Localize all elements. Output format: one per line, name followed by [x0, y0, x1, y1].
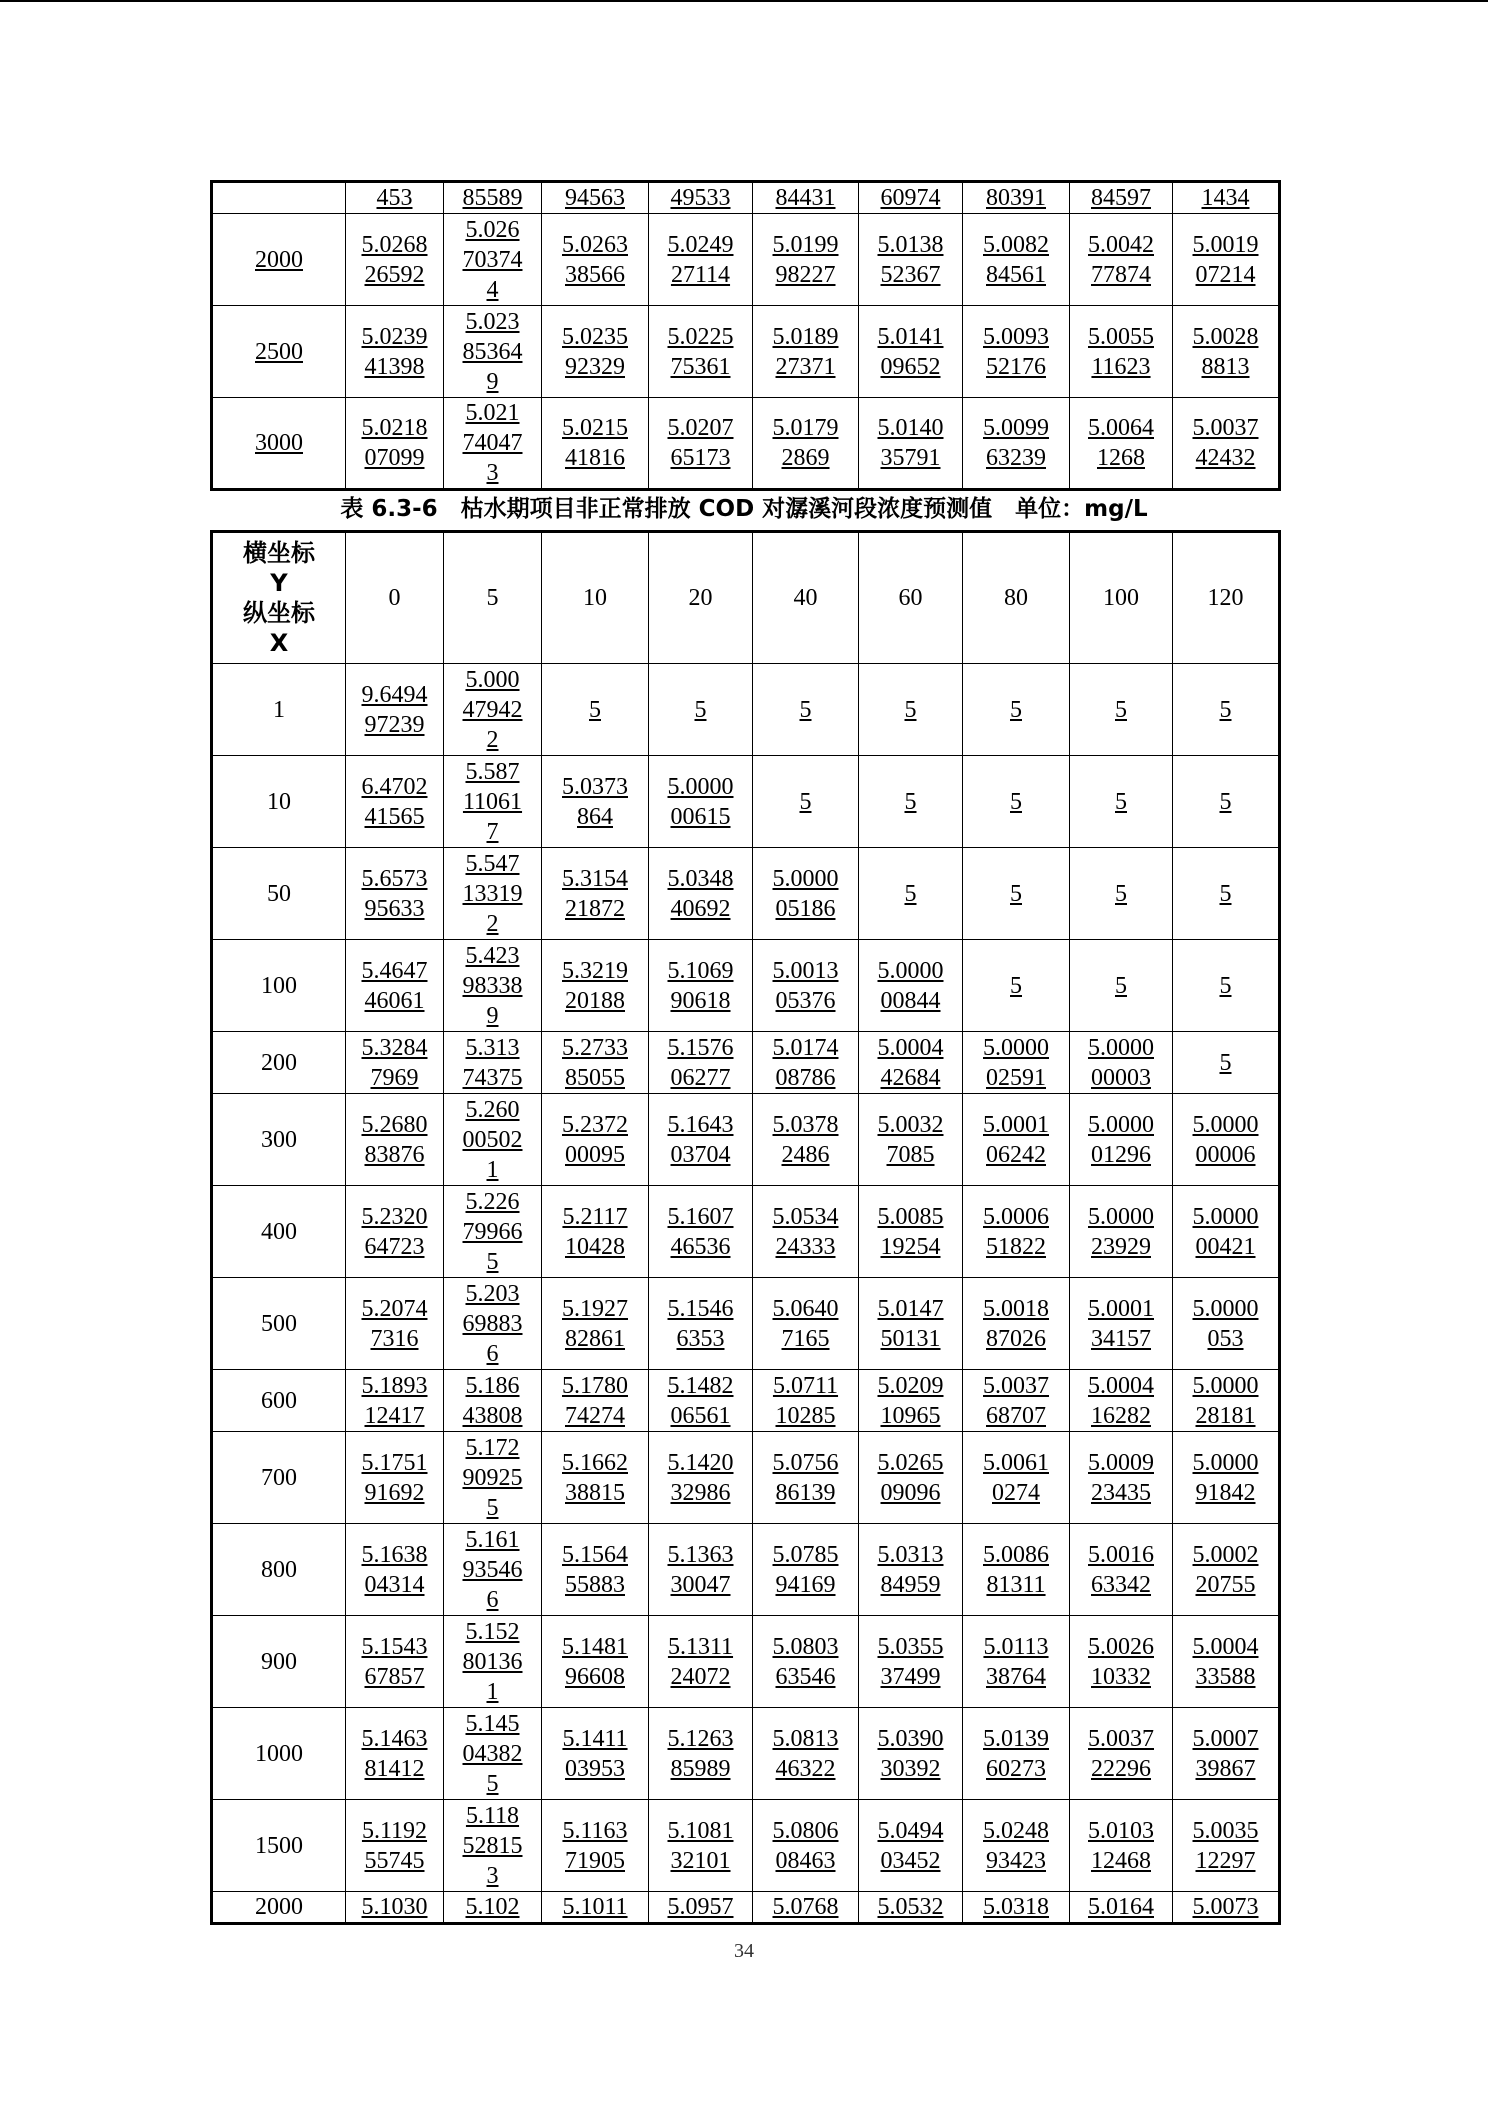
column-header: 10: [542, 532, 649, 664]
value-cell: 49533: [649, 182, 753, 214]
value-cell: 5: [859, 848, 963, 940]
table-row: [212, 1524, 1280, 1616]
page-top-border: [0, 0, 1488, 2]
value-cell: 5.0000 91842: [1173, 1432, 1280, 1524]
value-cell: 5.0000 05186: [753, 848, 859, 940]
row-header: 1000: [212, 1708, 346, 1800]
value-cell: 5.1546 6353: [649, 1278, 753, 1370]
value-cell: 5.152 80136 1: [444, 1616, 542, 1708]
value-cell: 5.0085 19254: [859, 1186, 963, 1278]
page-number: 34: [734, 1940, 754, 1962]
value-cell: 5.0055 11623: [1070, 306, 1173, 398]
table-row: [212, 1708, 1280, 1800]
corner-label-x: X: [269, 629, 289, 657]
value-cell: 5.1576 06277: [649, 1032, 753, 1094]
value-cell: 5.1030: [346, 1892, 444, 1924]
value-cell: 5: [1070, 940, 1173, 1032]
value-cell: 5.1662 38815: [542, 1432, 649, 1524]
value-cell: 5.0532: [859, 1892, 963, 1924]
value-cell: 5: [1173, 1032, 1280, 1094]
value-cell: 5.3154 21872: [542, 848, 649, 940]
value-cell: 5.1643 03704: [649, 1094, 753, 1186]
column-header: 5: [444, 532, 542, 664]
row-header: 2000: [212, 1892, 346, 1924]
value-cell: 5: [859, 756, 963, 848]
value-cell: 5.0348 40692: [649, 848, 753, 940]
value-cell: 5.000 47942 2: [444, 664, 542, 756]
value-cell: 5.0215 41816: [542, 398, 649, 490]
table-row: [212, 848, 1280, 940]
value-cell: 84597: [1070, 182, 1173, 214]
value-cell: 5.0000 23929: [1070, 1186, 1173, 1278]
value-cell: 5.0139 60273: [963, 1708, 1070, 1800]
value-cell: 5.0001 34157: [1070, 1278, 1173, 1370]
value-cell: 5.0141 09652: [859, 306, 963, 398]
value-cell: 5.0006 51822: [963, 1186, 1070, 1278]
value-cell: 5: [753, 756, 859, 848]
value-cell: 5.0249 27114: [649, 214, 753, 306]
value-cell: 5.0000 00003: [1070, 1032, 1173, 1094]
value-cell: 5: [1070, 756, 1173, 848]
row-header: 300: [212, 1094, 346, 1186]
table-row: [212, 1616, 1280, 1708]
table-row: [212, 756, 1280, 848]
table-row: [212, 214, 1280, 306]
value-cell: 5.313 74375: [444, 1032, 542, 1094]
value-cell: 5.0803 63546: [753, 1616, 859, 1708]
value-cell: 5.0064 1268: [1070, 398, 1173, 490]
value-cell: 5.0494 03452: [859, 1800, 963, 1892]
value-cell: 60974: [859, 182, 963, 214]
corner-label-y-title: 横坐标: [243, 539, 315, 567]
value-cell: 5.1607 46536: [649, 1186, 753, 1278]
value-cell: 5.0026 10332: [1070, 1616, 1173, 1708]
table-row: [212, 664, 1280, 756]
value-cell: 5: [1173, 848, 1280, 940]
value-cell: 5: [753, 664, 859, 756]
value-cell: 5.0711 10285: [753, 1370, 859, 1432]
value-cell: 5.1638 04314: [346, 1524, 444, 1616]
value-cell: 5.0000 02591: [963, 1032, 1070, 1094]
row-header: 1: [212, 664, 346, 756]
value-cell: 9.6494 97239: [346, 664, 444, 756]
value-cell: 5.0174 08786: [753, 1032, 859, 1094]
value-cell: 5.0164: [1070, 1892, 1173, 1924]
column-header: 0: [346, 532, 444, 664]
value-cell: 5: [542, 664, 649, 756]
value-cell: 5.1263 85989: [649, 1708, 753, 1800]
value-cell: 5.0785 94169: [753, 1524, 859, 1616]
value-cell: 5.1564 55883: [542, 1524, 649, 1616]
table-row: [212, 1094, 1280, 1186]
table-row: [212, 1370, 1280, 1432]
value-cell: 5.1780 74274: [542, 1370, 649, 1432]
row-header: 900: [212, 1616, 346, 1708]
value-cell: 5.0768: [753, 1892, 859, 1924]
value-cell: 5.0000 00421: [1173, 1186, 1280, 1278]
value-cell: 5.0140 35791: [859, 398, 963, 490]
value-cell: 5.0225 75361: [649, 306, 753, 398]
value-cell: 5.260 00502 1: [444, 1094, 542, 1186]
value-cell: 84431: [753, 182, 859, 214]
value-cell: 5.2074 7316: [346, 1278, 444, 1370]
value-cell: 5.2733 85055: [542, 1032, 649, 1094]
value-cell: 5.0235 92329: [542, 306, 649, 398]
row-header: 2500: [212, 306, 346, 398]
value-cell: 5.423 98338 9: [444, 940, 542, 1032]
value-cell: 5.226 79966 5: [444, 1186, 542, 1278]
corner-cell: [212, 532, 346, 664]
value-cell: 5.0813 46322: [753, 1708, 859, 1800]
value-cell: 5: [963, 664, 1070, 756]
corner-label-y: Y: [270, 569, 288, 597]
table-row: [212, 940, 1280, 1032]
value-cell: 5: [859, 664, 963, 756]
table-continued: [210, 180, 1281, 491]
value-cell: 5.0756 86139: [753, 1432, 859, 1524]
table-row: [212, 182, 1280, 214]
value-cell: 5.1011: [542, 1892, 649, 1924]
value-cell: 5.0018 87026: [963, 1278, 1070, 1370]
value-cell: 5.0209 10965: [859, 1370, 963, 1432]
row-header: 600: [212, 1370, 346, 1432]
value-cell: 80391: [963, 182, 1070, 214]
value-cell: 5.1081 32101: [649, 1800, 753, 1892]
value-cell: 5: [963, 940, 1070, 1032]
value-cell: 5.161 93546 6: [444, 1524, 542, 1616]
value-cell: 5.0373 864: [542, 756, 649, 848]
value-cell: 5.1927 82861: [542, 1278, 649, 1370]
value-cell: 5.0037 22296: [1070, 1708, 1173, 1800]
value-cell: 5.186 43808: [444, 1370, 542, 1432]
value-cell: 5: [1070, 848, 1173, 940]
value-cell: 5.0218 07099: [346, 398, 444, 490]
value-cell: 5.6573 95633: [346, 848, 444, 940]
value-cell: 5.1481 96608: [542, 1616, 649, 1708]
value-cell: 5.0086 81311: [963, 1524, 1070, 1616]
value-cell: 5.0806 08463: [753, 1800, 859, 1892]
value-cell: 5.3219 20188: [542, 940, 649, 1032]
value-cell: 5.0002 20755: [1173, 1524, 1280, 1616]
value-cell: 5.0007 39867: [1173, 1708, 1280, 1800]
value-cell: 5.0004 42684: [859, 1032, 963, 1094]
value-cell: 5.0032 7085: [859, 1094, 963, 1186]
value-cell: 5.2117 10428: [542, 1186, 649, 1278]
row-header: 800: [212, 1524, 346, 1616]
value-cell: 5.0179 2869: [753, 398, 859, 490]
value-cell: 5.0147 50131: [859, 1278, 963, 1370]
value-cell: 5.118 52815 3: [444, 1800, 542, 1892]
value-cell: 5.102: [444, 1892, 542, 1924]
value-cell: 5.0239 41398: [346, 306, 444, 398]
table-row: [212, 398, 1280, 490]
value-cell: 5.0207 65173: [649, 398, 753, 490]
value-cell: 94563: [542, 182, 649, 214]
value-cell: 5.0355 37499: [859, 1616, 963, 1708]
value-cell: 5.0082 84561: [963, 214, 1070, 306]
value-cell: 5.1482 06561: [649, 1370, 753, 1432]
column-header: 60: [859, 532, 963, 664]
value-cell: 5.3284 7969: [346, 1032, 444, 1094]
value-cell: 5.0534 24333: [753, 1186, 859, 1278]
table-row: [212, 1800, 1280, 1892]
value-cell: 5.4647 46061: [346, 940, 444, 1032]
value-cell: 5.1192 55745: [346, 1800, 444, 1892]
value-cell: 5: [963, 848, 1070, 940]
value-cell: 5.2320 64723: [346, 1186, 444, 1278]
value-cell: 5.1463 81412: [346, 1708, 444, 1800]
table-row: [212, 306, 1280, 398]
table-row: [212, 1432, 1280, 1524]
value-cell: 5.0138 52367: [859, 214, 963, 306]
table-caption: 表 6.3-6 枯水期项目非正常排放 COD 对潺溪河段浓度预测值 单位：mg/L: [340, 496, 1148, 522]
value-cell: 5.1163 71905: [542, 1800, 649, 1892]
column-header: 40: [753, 532, 859, 664]
value-cell: 5.0009 23435: [1070, 1432, 1173, 1524]
value-cell: 5.0318: [963, 1892, 1070, 1924]
row-header: 1500: [212, 1800, 346, 1892]
value-cell: 5.0000 01296: [1070, 1094, 1173, 1186]
row-header: 700: [212, 1432, 346, 1524]
value-cell: 5: [1173, 664, 1280, 756]
value-cell: 5.0378 2486: [753, 1094, 859, 1186]
header-row: [212, 532, 1280, 664]
value-cell: 5.0199 98227: [753, 214, 859, 306]
table-row: [212, 1892, 1280, 1924]
value-cell: 5.0000 28181: [1173, 1370, 1280, 1432]
value-cell: 5: [963, 756, 1070, 848]
value-cell: 5.2372 00095: [542, 1094, 649, 1186]
row-header: 10: [212, 756, 346, 848]
table-row: [212, 1032, 1280, 1094]
value-cell: 5.0037 42432: [1173, 398, 1280, 490]
value-cell: 5.0000 00006: [1173, 1094, 1280, 1186]
row-header: 500: [212, 1278, 346, 1370]
corner-label-x-title: 纵坐标: [243, 599, 315, 627]
row-header: 400: [212, 1186, 346, 1278]
value-cell: 5.0061 0274: [963, 1432, 1070, 1524]
value-cell: 5.587 11061 7: [444, 756, 542, 848]
value-cell: 5.026 70374 4: [444, 214, 542, 306]
value-cell: 5: [1173, 756, 1280, 848]
value-cell: 5.1751 91692: [346, 1432, 444, 1524]
value-cell: 5.0013 05376: [753, 940, 859, 1032]
value-cell: 5.0268 26592: [346, 214, 444, 306]
column-header: 120: [1173, 532, 1280, 664]
value-cell: 5.1311 24072: [649, 1616, 753, 1708]
value-cell: 5.0113 38764: [963, 1616, 1070, 1708]
value-cell: 5.0640 7165: [753, 1278, 859, 1370]
value-cell: 453: [346, 182, 444, 214]
value-cell: 5.0035 12297: [1173, 1800, 1280, 1892]
value-cell: 5.0313 84959: [859, 1524, 963, 1616]
value-cell: 1434: [1173, 182, 1280, 214]
value-cell: 5.1893 12417: [346, 1370, 444, 1432]
row-header: 200: [212, 1032, 346, 1094]
value-cell: 5.0103 12468: [1070, 1800, 1173, 1892]
row-header: [212, 182, 346, 214]
value-cell: 5.0957: [649, 1892, 753, 1924]
value-cell: 5.0189 27371: [753, 306, 859, 398]
value-cell: 5.0019 07214: [1173, 214, 1280, 306]
column-header: 20: [649, 532, 753, 664]
value-cell: 5.1363 30047: [649, 1524, 753, 1616]
value-cell: 5.0004 16282: [1070, 1370, 1173, 1432]
table-row: [212, 1278, 1280, 1370]
value-cell: 5.203 69883 6: [444, 1278, 542, 1370]
value-cell: 5.1069 90618: [649, 940, 753, 1032]
column-header: 100: [1070, 532, 1173, 664]
value-cell: 5.0390 30392: [859, 1708, 963, 1800]
value-cell: 5.0004 33588: [1173, 1616, 1280, 1708]
value-cell: 5.1420 32986: [649, 1432, 753, 1524]
value-cell: 5.0093 52176: [963, 306, 1070, 398]
value-cell: 5.0265 09096: [859, 1432, 963, 1524]
row-header: 100: [212, 940, 346, 1032]
value-cell: 5.021 74047 3: [444, 398, 542, 490]
value-cell: 5: [649, 664, 753, 756]
value-cell: 5: [1070, 664, 1173, 756]
row-header: 3000: [212, 398, 346, 490]
value-cell: 5.0263 38566: [542, 214, 649, 306]
value-cell: 6.4702 41565: [346, 756, 444, 848]
value-cell: 5.1543 67857: [346, 1616, 444, 1708]
value-cell: 5.172 90925 5: [444, 1432, 542, 1524]
value-cell: 5.0000 00844: [859, 940, 963, 1032]
value-cell: 5.0099 63239: [963, 398, 1070, 490]
value-cell: 5.0016 63342: [1070, 1524, 1173, 1616]
value-cell: 5.2680 83876: [346, 1094, 444, 1186]
value-cell: 5.023 85364 9: [444, 306, 542, 398]
table-row: [212, 1186, 1280, 1278]
value-cell: 5.0037 68707: [963, 1370, 1070, 1432]
value-cell: 5.0000 053: [1173, 1278, 1280, 1370]
concentration-table: [210, 530, 1281, 1925]
value-cell: 5.0028 8813: [1173, 306, 1280, 398]
value-cell: 5.0042 77874: [1070, 214, 1173, 306]
value-cell: 5.0000 00615: [649, 756, 753, 848]
value-cell: 5.145 04382 5: [444, 1708, 542, 1800]
row-header: 2000: [212, 214, 346, 306]
value-cell: 5.547 13319 2: [444, 848, 542, 940]
value-cell: 5.1411 03953: [542, 1708, 649, 1800]
row-header: 50: [212, 848, 346, 940]
column-header: 80: [963, 532, 1070, 664]
value-cell: 5: [1173, 940, 1280, 1032]
value-cell: 5.0001 06242: [963, 1094, 1070, 1186]
value-cell: 5.0248 93423: [963, 1800, 1070, 1892]
value-cell: 85589: [444, 182, 542, 214]
value-cell: 5.0073: [1173, 1892, 1280, 1924]
